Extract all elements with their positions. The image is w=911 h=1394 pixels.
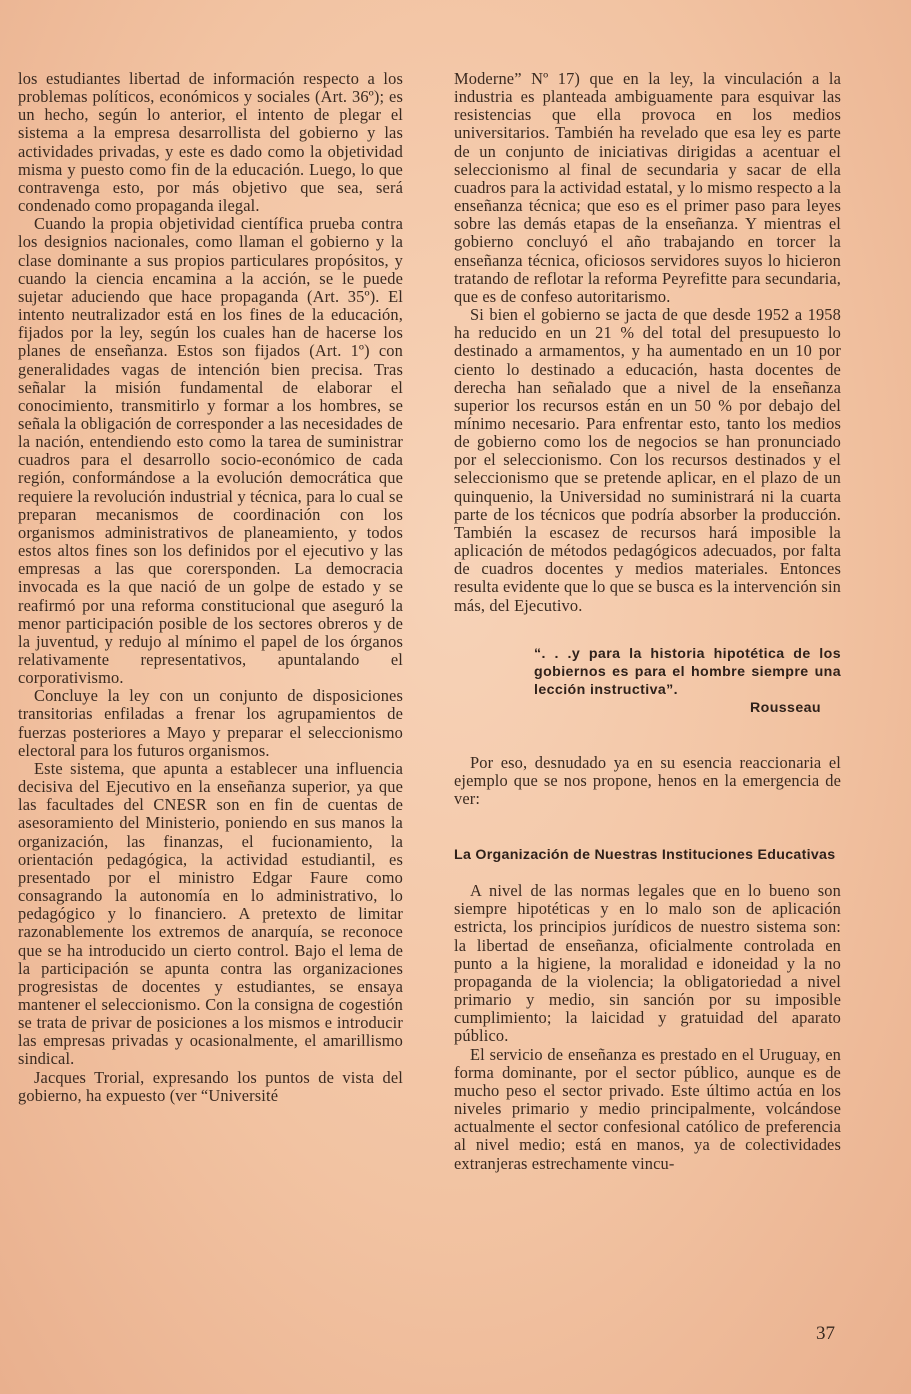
epigraph-quote (534, 645, 841, 717)
left-column (18, 70, 403, 1105)
paragraph: los estudiantes libertad de información respecto a los problemas políticos, económicos y sociales (Art. 36º); es un hecho, según lo anterior, el intento de plegar el sistema a la empresa desarrollista del gobierno y las actividades privadas, y este es dado como la objetividad misma y puesto como fin de la educación. Luego, lo que contravenga esto, por más objetivo que sea, será condenado como propaganda ilegal. (18, 69, 403, 216)
page-number: 37 (816, 1323, 835, 1344)
paragraph: Por eso, desnudado ya en su esencia reaccionaria el ejemplo que se nos propone, henos en la emergencia de ver: (454, 752, 841, 808)
paragraph: El servicio de enseñanza es prestado en el Uruguay, en forma dominante, por el sector público, aunque es de mucho peso el sector privado. Este último actúa en los niveles primario y medio principalmente, volcándose actualmente el sector confesional católico de preferencia al nivel medio; está en manos, ya de colectividades extranjeras estrechamente vincu- (454, 1044, 841, 1173)
right-column (454, 70, 841, 1173)
paragraph: Concluye la ley con un conjunto de disposiciones transitorias enfiladas a frenar los agrupamientos de fuerzas posteriores a Mayo y preparar el seleccionismo electoral para los futuros organismos. (18, 686, 403, 760)
paragraph: Cuando la propia objetividad científica prueba contra los designios nacionales, como llaman el gobierno y la clase dominante a sus propios particulares propósitos, y cuando la ciencia encamina a la acción, se le puede sujetar aduciendo que hace propaganda (Art. 35º). El intento neutralizador está en los fines de la educación, fijados por la ley, según los cuales han de hacerse los planes de enseñanza. Estos son fijados (Art. 1º) con generalidades vagas de intención bien precisa. Tras señalar la misión fundamental de elaborar el conocimiento, transmitirlo y formar a los hombres, se señala la obligación de corresponder a las necesidades de la nación, entendiendo esto como la tarea de suministrar cuadros para el desarrollo socio-económico de cada región, conformándose a la evolución democrática que requiere la revolución industrial y técnica, para lo cual se preparan mecanismos de coordinación con los organismos administrativos de planeamiento, y todos estos altos fines son los definidos por el ejecutivo y las empresas a las que corersponden. La democracia invocada es la que nació de un golpe de estado y se reafirmó por una reforma constitucional que aseguró la menor participación posible de los sectores obreros y de la juventud, y redujo al mínimo el papel de los órganos relativamente representativos, apuntalando el corporativismo. (18, 214, 403, 688)
quote-author: Rousseau (749, 699, 821, 716)
paragraph: A nivel de las normas legales que en lo bueno son siempre hipotéticas y en lo malo son de aplicación estricta, los principios jurídicos de nuestro sistema son: la libertad de enseñanza, oficialmente controlada en punto a la higiene, la moralidad e idoneidad y la no propaganda de la violencia; la obligatoriedad a nivel primario y medio, sin sanción por su imposible cumplimiento; la laicidad y gratuidad del aparato público. (454, 881, 841, 1046)
paragraph: Si bien el gobierno se jacta de que desde 1952 a 1958 ha reducido en un 21 % del total del presupuesto lo destinado a armamentos, y ha aumentado en un 10 por ciento lo destinado a educación, hasta docentes de derecha han señalado que a nivel de la enseñanza superior los recursos están en un 50 % por debajo del mínimo necesario. Para enfrentar esto, tanto los medios de gobierno como los de negocios se han pronunciado por el seleccionismo. Con los recursos destinados y el seleccionismo que se pretende aplicar, en el plazo de un quinquenio, la Universidad no suministrará ni la cuarta parte de los técnicos que podría absorber la producción. También la escasez de recursos hará imposible la aplicación de métodos pedagógicos adecuados, por falta de cuadros docentes y medios materiales. Entonces resulta evidente que lo que se busca es la intervención sin más, del Ejecutivo. (454, 305, 841, 615)
section-heading: La Organización de Nuestras Instituciones Educativas (454, 847, 836, 864)
paragraph: Jacques Trorial, expresando los puntos de vista del gobierno, ha expuesto (ver “Université (18, 1067, 403, 1105)
quote-text: “. . .y para la historia hipotética de los gobiernos es para el hombre siempre una lección instructiva”. (534, 645, 841, 698)
paragraph: Este sistema, que apunta a establecer una influencia decisiva del Ejecutivo en la enseñanza superior, ya que las facultades del CNESR son en fin de cuentas de asesoramiento del Ministerio, poniendo en sus manos la organización, las finanzas, el fucionamiento, la orientación pedagógica, la actividad estudiantil, es presentado por el ministro Edgar Faure como consagrando la autonomía en lo administrativo, lo pedagógico y lo financiero. A pretexto de limitar razonablemente los extremos de anarquía, se reconoce que se ha introducido un cierto control. Bajo el lema de la participación se apunta contra las organizaciones progresistas de docentes y estudiantes, se ensaya mantener el seleccionismo. Con la consigna de cogestión se trata de privar de posiciones a los mismos e introducir las empresas privadas y ocasionalmente, el amarillismo sindical. (18, 758, 403, 1069)
paragraph: Moderne” Nº 17) que en la ley, la vinculación a la industria es planteada ambiguamente para esquivar las resistencias que ella provoca en los medios universitarios. También ha revelado que esa ley es parte de un conjunto de iniciativas dirigidas a acentuar el seleccionismo al final de secundaria y sacar de ella cuadros para la actividad estatal, y lo mismo respecto a la enseñanza técnica; que eso es el primer paso para leyes sobre las demás etapas de la enseñanza. Y mientras el gobierno concluyó el año trabajando en torcer la enseñanza técnica, oficiosos servidores suyos lo hicieron tratando de reflotar la reforma Peyrefitte para secundaria, que es de confeso autoritarismo. (454, 69, 841, 306)
